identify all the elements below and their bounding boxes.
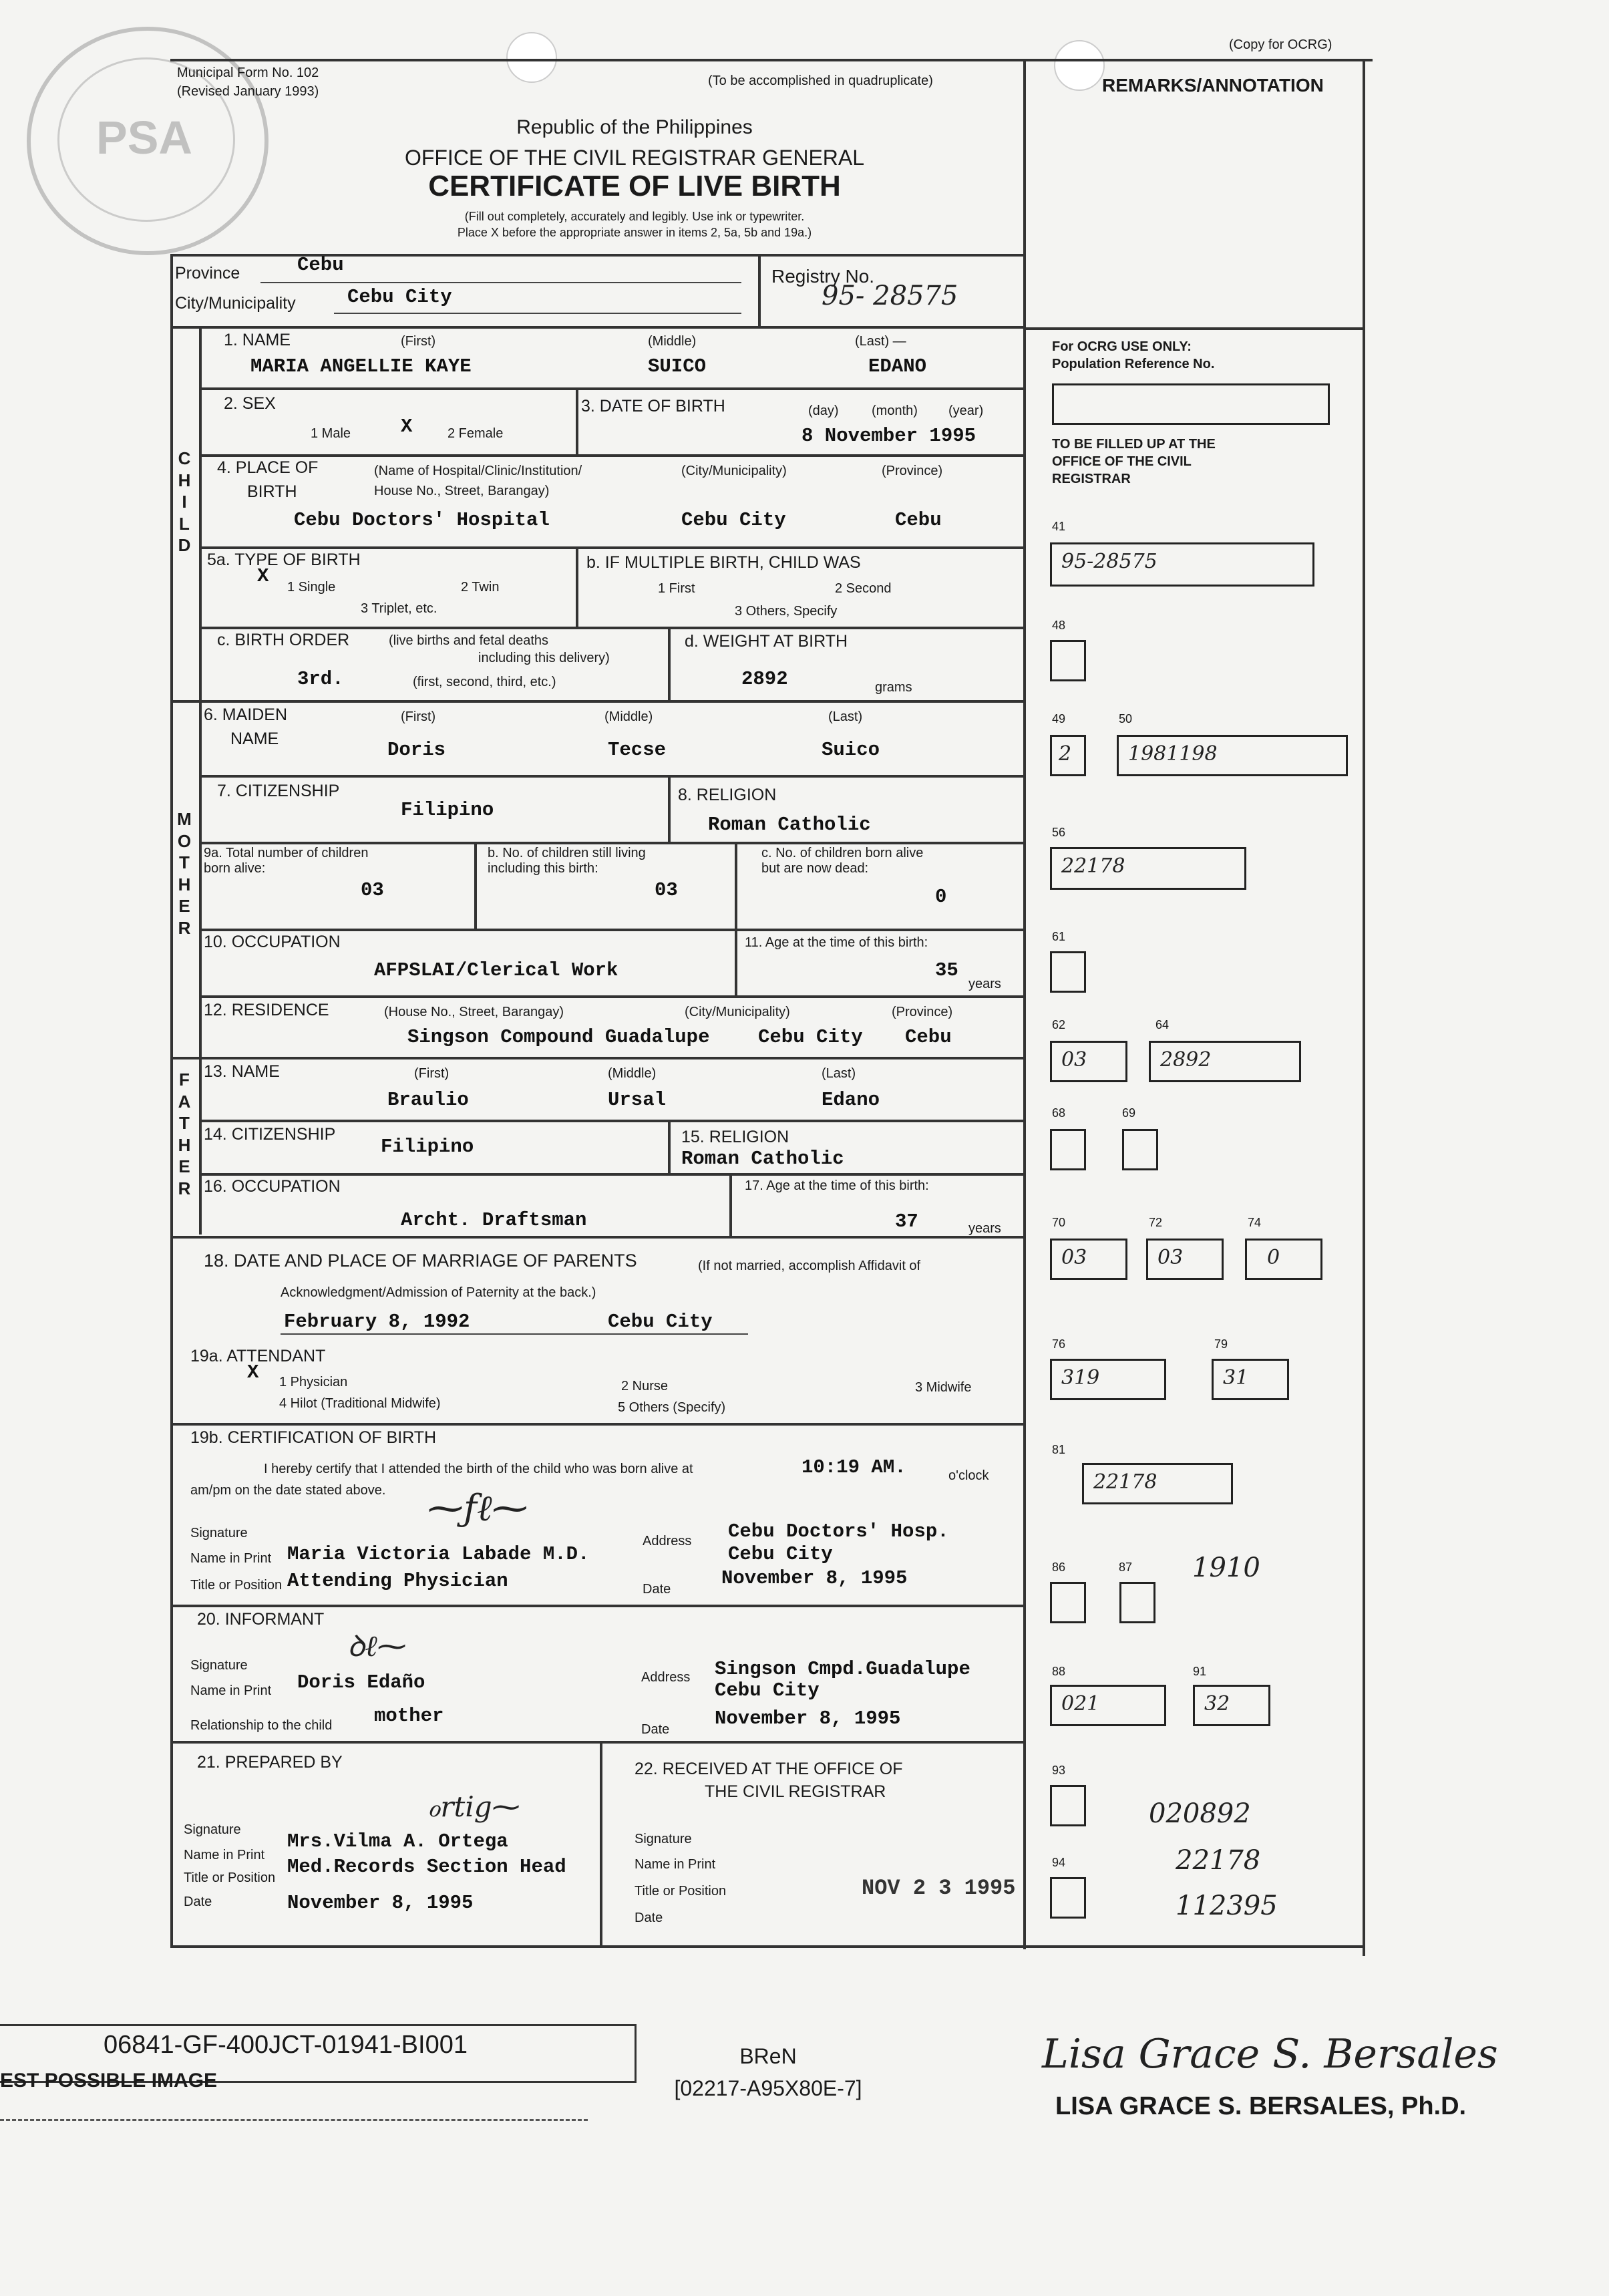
code-value: 31 — [1223, 1366, 1249, 1389]
registry-value: 95- 28575 — [822, 281, 958, 311]
rule — [668, 1120, 671, 1173]
signer-name: LISA GRACE S. BERSALES, Ph.D. — [1055, 2092, 1467, 2120]
attendant-others: 5 Others (Specify) — [618, 1400, 726, 1415]
multiple-birth-label: b. IF MULTIPLE BIRTH, CHILD WAS — [586, 553, 861, 572]
remarks-title: REMARKS/ANNOTATION — [1102, 75, 1324, 96]
birth-order-label: c. BIRTH ORDER — [217, 631, 350, 649]
province-label: Province — [175, 264, 240, 283]
pob-city: Cebu City — [681, 509, 786, 531]
pob-sub-1: (Name of Hospital/Clinic/Institution/ — [374, 464, 582, 478]
punch-hole — [1054, 40, 1105, 91]
residence-province-label: (Province) — [892, 1005, 953, 1019]
sex-female-option: 2 Female — [448, 426, 504, 441]
code-value: 22178 — [1061, 854, 1125, 878]
received-stamp-date: NOV 2 3 1995 — [862, 1876, 1016, 1901]
underline — [334, 313, 741, 314]
pob-sub-2: House No., Street, Barangay) — [374, 484, 550, 498]
code-number: 76 — [1052, 1337, 1066, 1351]
code-box — [1050, 1041, 1127, 1082]
remark-handwritten-3: 112395 — [1176, 1891, 1278, 1921]
code-box — [1146, 1239, 1224, 1280]
father-age-unit: years — [968, 1221, 1001, 1236]
mother-occupation-value: AFPSLAI/Clerical Work — [374, 959, 618, 981]
cert-address-label: Address — [643, 1534, 692, 1548]
form-number: Municipal Form No. 102 — [177, 65, 319, 80]
code-box — [1050, 1582, 1086, 1623]
code-value: 03 — [1061, 1048, 1087, 1072]
prepared-date-label: Date — [184, 1895, 212, 1909]
preparer-name: Mrs.Vilma A. Ortega — [287, 1830, 508, 1852]
children-born-label: 9a. Total number of children born alive: — [204, 846, 369, 876]
cert-date: November 8, 1995 — [721, 1567, 908, 1589]
code-box — [1050, 1685, 1166, 1726]
type-of-birth-label: 5a. TYPE OF BIRTH — [207, 550, 361, 569]
code-number: 70 — [1052, 1216, 1066, 1229]
code-box — [1050, 640, 1086, 681]
underline — [281, 1333, 748, 1335]
rule — [199, 775, 1025, 778]
underline — [260, 282, 741, 283]
rule — [170, 1423, 1025, 1426]
mother-religion-value: Roman Catholic — [708, 814, 871, 836]
code-box — [1119, 1582, 1155, 1623]
code-number: 81 — [1052, 1443, 1066, 1456]
child-middle-label: (Middle) — [648, 334, 697, 349]
father-middle-label: (Middle) — [608, 1066, 657, 1081]
code-value: 319 — [1061, 1366, 1100, 1389]
frame-right — [1363, 59, 1365, 1956]
remark-handwritten-2: 22178 — [1176, 1845, 1261, 1876]
best-possible-image: EST POSSIBLE IMAGE — [0, 2070, 218, 2092]
code-number: 72 — [1149, 1216, 1163, 1229]
preparer-title: Med.Records Section Head — [287, 1856, 566, 1878]
attendant-nurse: 2 Nurse — [621, 1379, 669, 1393]
father-last-name: Edano — [822, 1089, 880, 1111]
code-value: 021 — [1061, 1692, 1100, 1715]
children-living-value: 03 — [655, 879, 678, 901]
mother-last-name: Suico — [822, 739, 880, 761]
father-age-value: 37 — [895, 1210, 918, 1233]
code-box — [1122, 1129, 1158, 1170]
fill-label-2: OFFICE OF THE CIVIL — [1052, 454, 1192, 469]
fill-label-3: REGISTRAR — [1052, 472, 1131, 486]
rule — [199, 627, 1025, 629]
code-value: 32 — [1204, 1692, 1230, 1715]
mother-citizenship-value: Filipino — [401, 799, 494, 821]
certification-time: 10:19 AM. — [801, 1456, 906, 1478]
father-religion-label: 15. RELIGION — [681, 1128, 789, 1146]
code-box — [1050, 951, 1086, 993]
mother-religion-label: 8. RELIGION — [678, 786, 777, 804]
bren-code: [02217-A95X80E-7] — [674, 2076, 862, 2100]
remark-1910: 1910 — [1192, 1552, 1260, 1583]
father-middle-name: Ursal — [608, 1089, 667, 1111]
rule — [170, 1057, 1025, 1059]
frame-top — [170, 59, 1373, 61]
bren-label: BReN — [739, 2044, 797, 2068]
received-label: 22. RECEIVED AT THE OFFICE OF — [635, 1760, 903, 1778]
informant-name: Doris Edaño — [297, 1671, 425, 1693]
code-value: 22178 — [1093, 1470, 1157, 1494]
attendant-midwife: 3 Midwife — [915, 1380, 972, 1395]
birth-order-note-3: (first, second, third, etc.) — [413, 675, 556, 689]
rule — [170, 1741, 1025, 1744]
registry-label: Registry No. — [771, 266, 875, 287]
signer-signature: Lisa Grace S. Bersales — [1042, 2031, 1498, 2078]
informant-rel-label: Relationship to the child — [190, 1718, 333, 1733]
psa-seal: PSA — [27, 27, 269, 255]
rule — [600, 1741, 602, 1945]
rule — [735, 929, 737, 995]
code-number: 64 — [1155, 1018, 1170, 1031]
father-occupation-label: 16. OCCUPATION — [204, 1177, 341, 1196]
father-side-label: F A T H E R — [178, 1070, 191, 1198]
physician-title: Attending Physician — [287, 1570, 508, 1592]
certification-oclock: o'clock — [948, 1468, 989, 1483]
prepared-title-label: Title or Position — [184, 1870, 276, 1885]
weight-value: 2892 — [741, 668, 788, 690]
father-first-name: Braulio — [387, 1089, 469, 1111]
code-box — [1050, 1359, 1166, 1400]
certification-text: I hereby certify that I attended the birth of the child who was born alive at — [264, 1462, 693, 1476]
code-number: 48 — [1052, 619, 1066, 632]
received-name-label: Name in Print — [635, 1857, 716, 1872]
code-box — [1050, 1785, 1086, 1826]
received-title-label: Title or Position — [635, 1884, 727, 1899]
code-box — [1050, 847, 1246, 890]
marriage-note-2: Acknowledgment/Admission of Paternity at the back.) — [281, 1285, 596, 1300]
rule — [199, 546, 1025, 549]
cert-name-label: Name in Print — [190, 1551, 272, 1566]
code-box — [1193, 1685, 1270, 1726]
pob-province: Cebu — [895, 509, 942, 531]
mother-middle-name: Tecse — [608, 739, 667, 761]
informant-address-1: Singson Cmpd.Guadalupe — [715, 1658, 970, 1680]
rule — [199, 1173, 1025, 1176]
rule — [199, 995, 1025, 998]
informant-signature-label: Signature — [190, 1658, 248, 1673]
code-value: 03 — [1157, 1246, 1184, 1269]
code-value: 2 — [1059, 742, 1072, 766]
dob-month-label: (month) — [872, 403, 918, 418]
dashed-line — [0, 2119, 588, 2121]
code-box — [1117, 735, 1348, 776]
attendant-mark: X — [247, 1361, 259, 1383]
city-label: City/Municipality — [175, 294, 296, 313]
form-left-border — [170, 254, 173, 1236]
children-born-value: 03 — [361, 879, 384, 901]
children-dead-value: 0 — [935, 886, 947, 908]
informant-date: November 8, 1995 — [715, 1707, 901, 1730]
father-religion-value: Roman Catholic — [681, 1148, 844, 1170]
rule — [199, 1120, 1025, 1122]
code-number: 49 — [1052, 712, 1066, 725]
code-box — [1149, 1041, 1301, 1082]
code-box — [1050, 735, 1086, 776]
father-occupation-value: Archt. Draftsman — [401, 1209, 587, 1231]
code-number: 69 — [1122, 1106, 1136, 1120]
code-box — [1050, 1239, 1127, 1280]
informant-relationship: mother — [374, 1705, 444, 1727]
birth-order-value: 3rd. — [297, 668, 344, 690]
form-lower-left — [170, 1236, 173, 1947]
form-revised: (Revised January 1993) — [177, 84, 319, 99]
weight-unit: grams — [875, 680, 912, 695]
code-number: 62 — [1052, 1018, 1066, 1031]
father-first-label: (First) — [414, 1066, 450, 1081]
code-box — [1050, 542, 1314, 587]
code-number: 74 — [1248, 1216, 1262, 1229]
ocrg-label-2: Population Reference No. — [1052, 357, 1215, 371]
preparer-signature: ℴrtig⁓ — [427, 1790, 520, 1823]
type-twin: 2 Twin — [461, 580, 500, 595]
birth-order-note-1: (live births and fetal deaths — [389, 633, 549, 648]
code-value: 03 — [1061, 1246, 1087, 1269]
preparer-date: November 8, 1995 — [287, 1892, 474, 1914]
marriage-note: (If not married, accomplish Affidavit of — [698, 1259, 921, 1273]
father-citizenship-value: Filipino — [381, 1136, 474, 1158]
punch-hole — [506, 32, 557, 83]
mother-middle-label: (Middle) — [604, 709, 653, 724]
sex-label: 2. SEX — [224, 394, 276, 413]
received-date-label: Date — [635, 1911, 663, 1925]
dob-label: 3. DATE OF BIRTH — [581, 397, 725, 416]
mother-first-label: (First) — [401, 709, 436, 724]
rule — [758, 254, 761, 327]
code-value: 95-28575 — [1061, 550, 1157, 573]
city-value: Cebu City — [347, 286, 452, 308]
dob-year-label: (year) — [948, 403, 984, 418]
pob-province-label: (Province) — [882, 464, 943, 478]
informant-name-label: Name in Print — [190, 1683, 272, 1698]
province-value: Cebu — [297, 254, 344, 276]
fill-label-1: TO BE FILLED UP AT THE — [1052, 437, 1216, 452]
form-bottom — [170, 1945, 1365, 1948]
pob-hospital: Cebu Doctors' Hospital — [294, 509, 550, 531]
type-single: 1 Single — [287, 580, 336, 595]
cert-address-1: Cebu Doctors' Hosp. — [728, 1520, 949, 1542]
father-age-label: 17. Age at the time of this birth: — [745, 1178, 929, 1193]
certification-text-2: am/pm on the date stated above. — [190, 1483, 386, 1498]
prepared-name-label: Name in Print — [184, 1848, 265, 1862]
code-number: 79 — [1214, 1337, 1228, 1351]
physician-signature: ⁓ƒℓ⁓ — [427, 1487, 528, 1529]
children-living-label: b. No. of children still living including this birth: — [488, 846, 646, 876]
cert-title-label: Title or Position — [190, 1578, 283, 1593]
birth-order-note-2: including this delivery) — [478, 651, 610, 665]
mother-age-label: 11. Age at the time of this birth: — [745, 935, 928, 950]
code-value: 0 — [1267, 1246, 1280, 1269]
rule — [1023, 327, 1365, 330]
code-number: 87 — [1119, 1561, 1133, 1574]
remarks-divider — [1023, 59, 1026, 1949]
pob-label: 4. PLACE OF — [217, 458, 319, 477]
dob-value: 8 November 1995 — [801, 425, 976, 447]
attendant-label: 19a. ATTENDANT — [190, 1347, 326, 1365]
mother-name-label: 6. MAIDEN — [204, 705, 288, 724]
informant-date-label: Date — [641, 1722, 670, 1737]
remark-handwritten-1: 020892 — [1149, 1798, 1251, 1829]
cert-date-label: Date — [643, 1582, 671, 1597]
code-number: 88 — [1052, 1665, 1066, 1678]
code-number: 93 — [1052, 1764, 1066, 1777]
certificate-title: CERTIFICATE OF LIVE BIRTH — [428, 170, 841, 202]
prepared-signature-label: Signature — [184, 1822, 241, 1837]
code-number: 68 — [1052, 1106, 1066, 1120]
child-middle-name: SUICO — [648, 355, 707, 377]
certification-label: 19b. CERTIFICATION OF BIRTH — [190, 1428, 437, 1447]
code-box — [1050, 1129, 1086, 1170]
rule — [199, 842, 1025, 844]
child-name-label: 1. NAME — [224, 331, 291, 349]
type-triplet: 3 Triplet, etc. — [361, 601, 437, 616]
informant-label: 20. INFORMANT — [197, 1610, 325, 1629]
code-box — [1212, 1359, 1289, 1400]
mother-last-label: (Last) — [828, 709, 863, 724]
mother-first-name: Doris — [387, 739, 446, 761]
children-dead-label: c. No. of children born alive but are now dead: — [761, 846, 924, 876]
rule — [170, 326, 1025, 329]
mother-age-unit: years — [968, 977, 1001, 991]
ocrg-label-1: For OCRG USE ONLY: — [1052, 339, 1192, 354]
weight-label: d. WEIGHT AT BIRTH — [685, 632, 848, 651]
child-side-label: C H I L D — [178, 448, 191, 555]
code-box — [1082, 1463, 1233, 1504]
cert-signature-label: Signature — [190, 1526, 248, 1540]
mother-side-label: M O T H E R — [177, 809, 192, 938]
father-citizenship-label: 14. CITIZENSHIP — [204, 1125, 336, 1144]
rule — [170, 1236, 1025, 1239]
code-number: 86 — [1052, 1561, 1066, 1574]
marriage-date: February 8, 1992 — [284, 1311, 470, 1333]
marriage-place: Cebu City — [608, 1311, 713, 1333]
informant-address-label: Address — [641, 1670, 691, 1685]
code-value: 2892 — [1160, 1048, 1212, 1072]
code-number: 56 — [1052, 826, 1066, 839]
residence-sub: (House No., Street, Barangay) — [384, 1005, 564, 1019]
code-number: 41 — [1052, 520, 1066, 533]
child-first-name: MARIA ANGELLIE KAYE — [250, 355, 472, 377]
marriage-label: 18. DATE AND PLACE OF MARRIAGE OF PARENTS — [204, 1251, 637, 1271]
rule — [576, 387, 578, 454]
informant-signature: ꝺℓ⁓ — [347, 1629, 407, 1663]
dob-day-label: (day) — [808, 403, 839, 418]
office-label: OFFICE OF THE CIVIL REGISTRAR GENERAL — [404, 146, 865, 170]
rule — [668, 627, 671, 700]
multiple-others: 3 Others, Specify — [735, 604, 838, 619]
informant-address-2: Cebu City — [715, 1679, 820, 1701]
population-ref-box — [1052, 383, 1330, 425]
rule — [170, 700, 1025, 703]
attendant-physician: 1 Physician — [279, 1375, 348, 1389]
rule — [199, 326, 202, 1235]
multiple-second: 2 Second — [835, 581, 892, 596]
residence-value: Singson Compound Guadalupe — [407, 1026, 710, 1048]
code-number: 61 — [1052, 930, 1066, 943]
residence-city-label: (City/Municipality) — [685, 1005, 790, 1019]
cert-address-2: Cebu City — [728, 1543, 833, 1565]
attendant-hilot: 4 Hilot (Traditional Midwife) — [279, 1396, 441, 1411]
code-number: 50 — [1119, 712, 1133, 725]
child-last-label: (Last) — — [855, 334, 906, 349]
code-box — [1245, 1239, 1322, 1280]
instruction-line-1: (Fill out completely, accurately and legibly. Use ink or typewriter. — [464, 210, 805, 223]
rule — [474, 842, 477, 929]
code-value: 1981198 — [1128, 742, 1218, 766]
rule — [729, 1173, 732, 1236]
prepared-label: 21. PREPARED BY — [197, 1753, 343, 1772]
father-name-label: 13. NAME — [204, 1062, 280, 1081]
instruction-line-2: Place X before the appropriate answer in items 2, 5a, 5b and 19a.) — [457, 226, 812, 239]
quadruplicate-note: (To be accomplished in quadruplicate) — [708, 73, 933, 88]
code-box — [1050, 1877, 1086, 1919]
rule — [668, 775, 671, 842]
rule — [199, 929, 1025, 931]
copy-for-label: (Copy for OCRG) — [1229, 37, 1332, 52]
code-number: 94 — [1052, 1856, 1066, 1869]
father-last-label: (Last) — [822, 1066, 856, 1081]
sex-mark: X — [401, 416, 413, 438]
mother-age-value: 35 — [935, 959, 958, 981]
residence-label: 12. RESIDENCE — [204, 1001, 329, 1019]
pob-city-label: (City/Municipality) — [681, 464, 787, 478]
code-number: 91 — [1193, 1665, 1207, 1678]
rule — [199, 454, 1025, 457]
republic-label: Republic of the Philippines — [516, 116, 753, 138]
type-of-birth-mark: X — [257, 565, 269, 587]
physician-name: Maria Victoria Labade M.D. — [287, 1543, 590, 1565]
child-first-label: (First) — [401, 334, 436, 349]
multiple-first: 1 First — [658, 581, 695, 596]
mother-name-label-2: NAME — [230, 729, 279, 748]
rule — [199, 387, 1025, 390]
mother-citizenship-label: 7. CITIZENSHIP — [217, 782, 340, 800]
residence-province: Cebu — [905, 1026, 952, 1048]
rule — [170, 1605, 1025, 1607]
rule — [735, 842, 737, 929]
residence-city: Cebu City — [758, 1026, 863, 1048]
footer-code: 06841-GF-400JCT-01941-BI001 — [104, 2031, 468, 2059]
child-last-name: EDANO — [868, 355, 927, 377]
received-label-2: THE CIVIL REGISTRAR — [705, 1782, 886, 1801]
mother-occupation-label: 10. OCCUPATION — [204, 933, 341, 951]
rule — [576, 546, 578, 627]
sex-male-option: 1 Male — [311, 426, 351, 441]
pob-label-2: BIRTH — [247, 482, 297, 501]
received-signature-label: Signature — [635, 1832, 692, 1846]
